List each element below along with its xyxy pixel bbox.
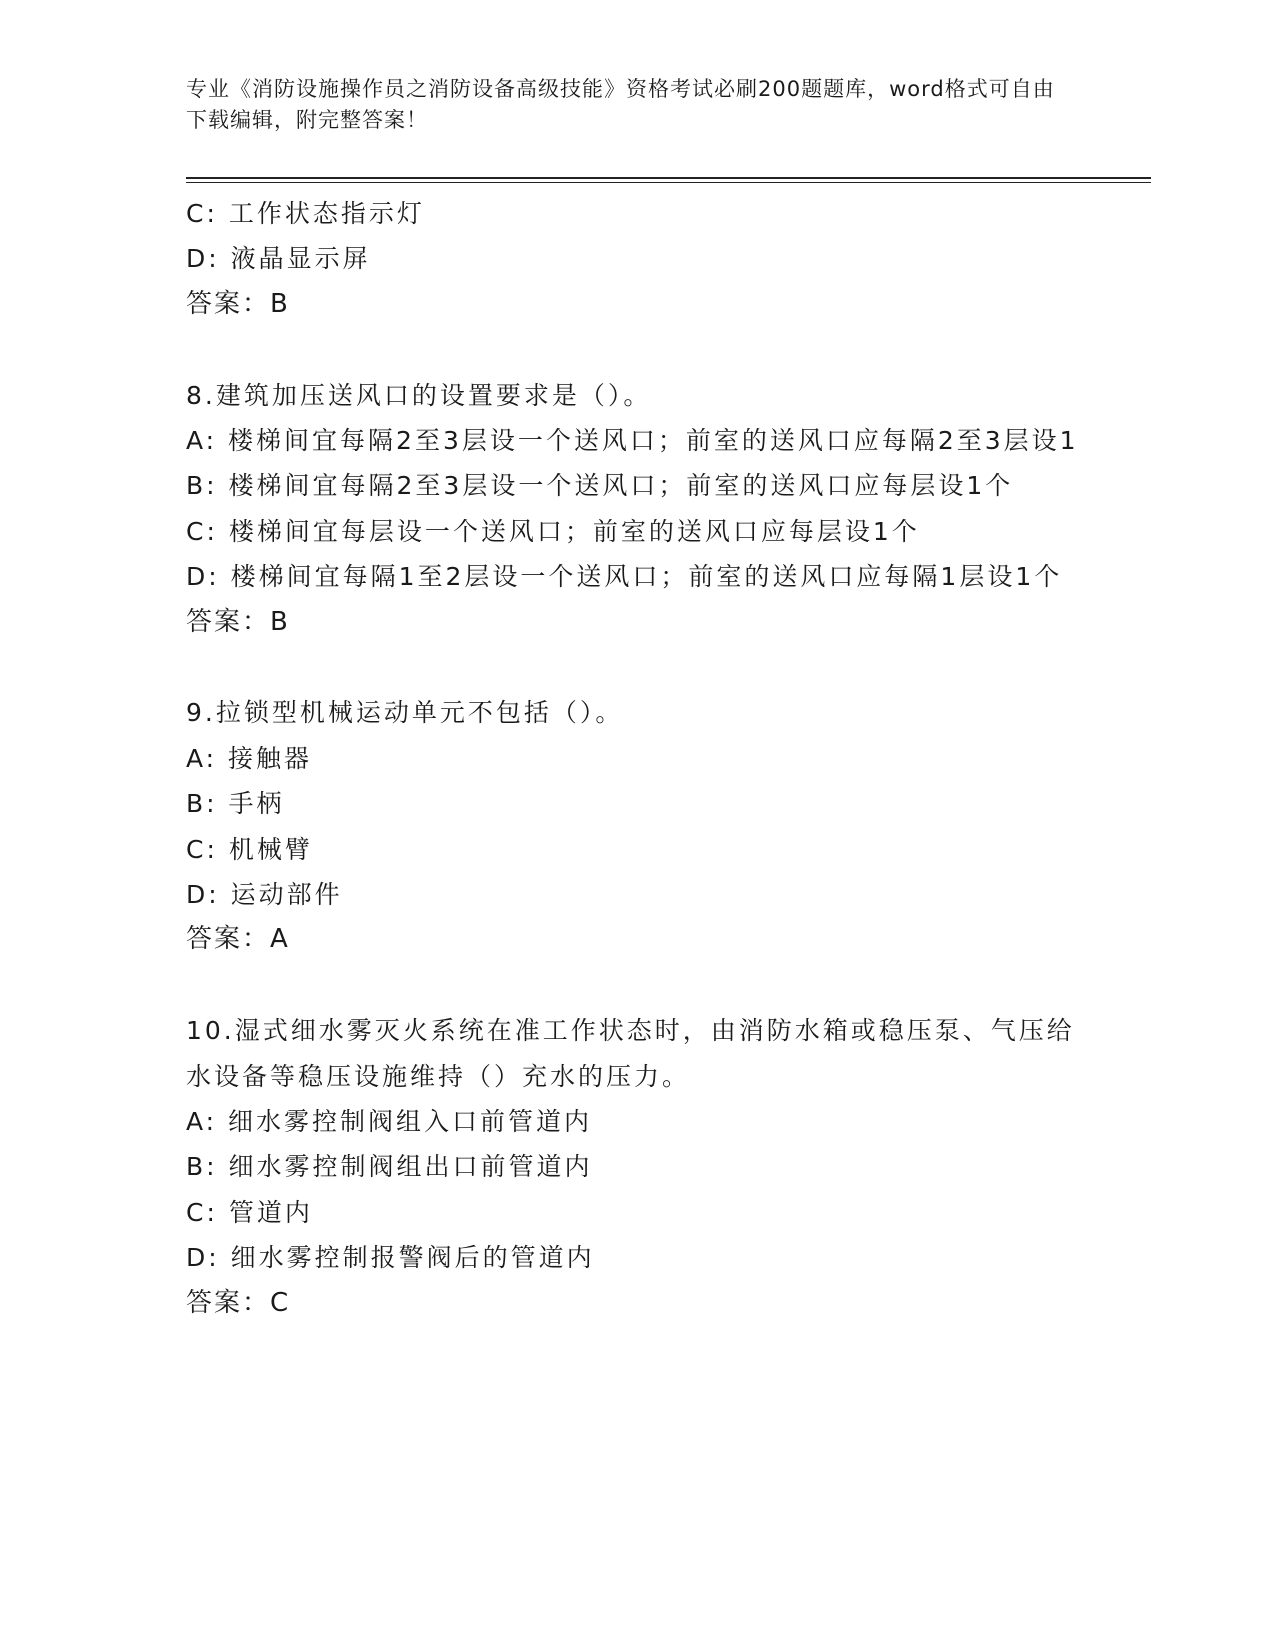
option-d: D: 楼梯间宜每隔1至2层设一个送风口；前室的送风口应每隔1层设1个 [186, 562, 1063, 592]
option-d: D: 液晶显示屏 [186, 244, 371, 274]
option-a: A: 细水雾控制阀组入口前管道内 [186, 1107, 593, 1137]
answer: 答案：C [186, 1287, 291, 1318]
option-d: D: 细水雾控制报警阀后的管道内 [186, 1243, 595, 1273]
question-stem: 8.建筑加压送风口的设置要求是（）。 [186, 380, 652, 410]
spacer [186, 963, 1086, 1008]
document-header: 专业《消防设施操作员之消防设备高级技能》资格考试必刷200题题库，word格式可自由下载编辑，附完整答案！ [186, 77, 1055, 132]
question-list [186, 191, 1086, 1326]
question-8 [186, 373, 1086, 645]
question-10 [186, 1008, 1086, 1326]
option-d: D: 运动部件 [186, 880, 343, 910]
option-c: C: 机械臂 [186, 834, 313, 864]
option-c: C: 楼梯间宜每层设一个送风口；前室的送风口应每层设1个 [186, 516, 920, 546]
option-b: B: 手柄 [186, 789, 285, 819]
header-rule-thick [186, 177, 1151, 179]
option-c: C: 工作状态指示灯 [186, 199, 425, 228]
option-b: B: 楼梯间宜每隔2至3层设一个送风口；前室的送风口应每层设1个 [186, 471, 1014, 501]
answer: 答案：A [186, 924, 290, 955]
question-stem: 9.拉锁型机械运动单元不包括（）。 [186, 698, 624, 728]
answer: 答案：B [186, 288, 290, 319]
spacer [186, 327, 1086, 372]
option-b: B: 细水雾控制阀组出口前管道内 [186, 1152, 593, 1182]
question-stem: 10.湿式细水雾灭火系统在准工作状态时，由消防水箱或稳压泵、气压给水设备等稳压设施维持（）充水的压力。 [186, 1016, 1075, 1091]
option-c: C: 管道内 [186, 1197, 313, 1227]
answer: 答案：B [186, 606, 290, 637]
spacer [186, 645, 1086, 690]
question-9 [186, 690, 1086, 962]
option-a: A: 楼梯间宜每隔2至3层设一个送风口；前室的送风口应每隔2至3层设1 [186, 426, 1079, 456]
option-a: A: 接触器 [186, 743, 313, 773]
header-rule-thin [186, 182, 1151, 183]
